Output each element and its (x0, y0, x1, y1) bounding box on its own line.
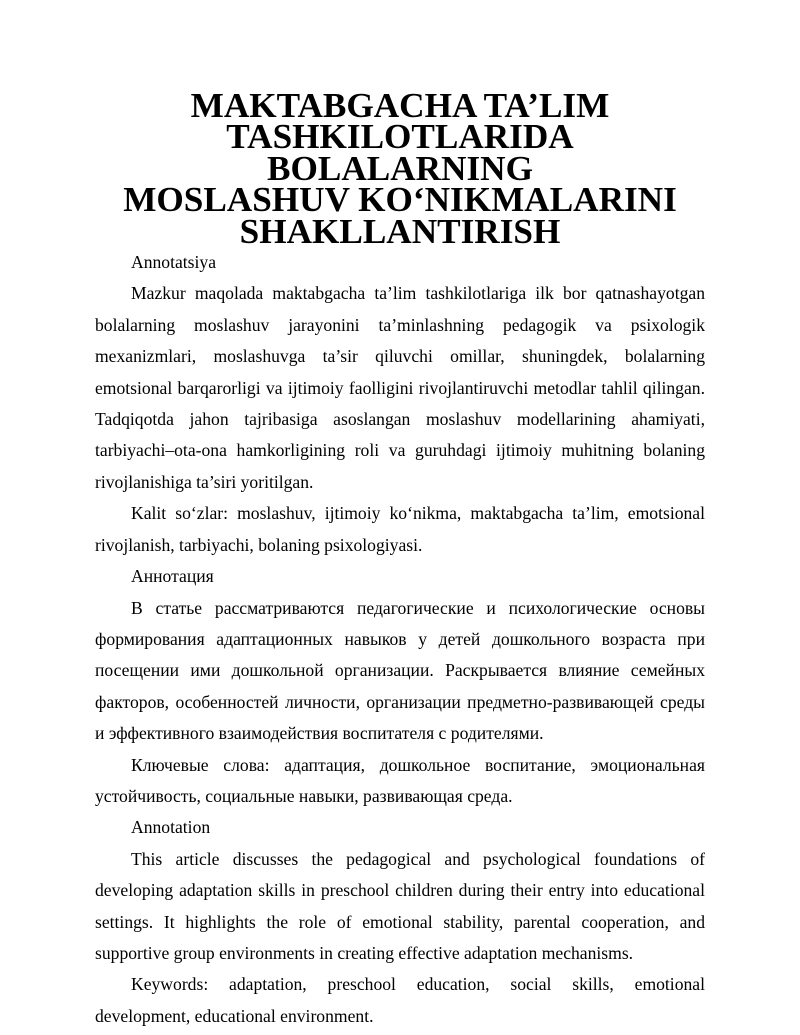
article-title-line-2: MOSLASHUV KO‘NIKMALARINI SHAKLLANTIRISH (123, 180, 677, 251)
document-page (95, 86, 705, 1032)
ru-abstract-heading: Аннотация (131, 566, 214, 587)
ru-keywords: Ключевые слова: адаптация, дошкольное воспитание, эмоциональная устойчивость, социальные навыки, развивающая среда. (95, 754, 705, 806)
en-abstract-heading: Annotation (131, 817, 211, 838)
en-abstract-text: This article discusses the pedagogical and psychological foundations of developing adaptation skills in preschool children during their entry into educational settings. It highlights the role of emotional stability, parental cooperation, and supportive group environments in creating effective adaptation mechanisms. (95, 848, 705, 963)
article-title-line-1: MAKTABGACHA TA’LIM TASHKILOTLARIDA BOLALARNING (190, 86, 610, 188)
ru-abstract-text: В статье рассматриваются педагогические и психологические основы формирования адаптационных навыков у детей дошкольного возраста при посещении ими дошкольной организации. Раскрывается влияние семейных факторов, особенностей личности, организации предметно-развивающей среды и эффективного взаимодействия воспитателя с родителями. (95, 597, 705, 744)
uz-keywords: Kalit so‘zlar: moslashuv, ijtimoiy ko‘nikma, maktabgacha ta’lim, emotsional rivojlanish, tarbiyachi, bolaning psixologiyasi. (95, 503, 705, 555)
uz-abstract-heading: Annotatsiya (131, 252, 217, 273)
en-keywords: Keywords: adaptation, preschool education, social skills, emotional development, educational environment. (95, 974, 705, 1026)
uz-abstract-text: Mazkur maqolada maktabgacha ta’lim tashkilotlariga ilk bor qatnashayotgan bolalarning moslashuv jarayonini ta’minlashning pedagogik va psixologik mexanizmlari, moslashuvga ta’sir qiluvchi omillar, shuningdek, bolalarning emotsional barqarorligi va ijtimoiy faolligini rivojlantiruvchi metodlar tahlil qilingan. Tadqiqotda jahon tajribasiga asoslangan moslashuv modellarining ahamiyati, tarbiyachi–ota-ona hamkorligining roli va guruhdagi ijtimoiy muhitning bolaning rivojlanishiga ta’siri yoritilgan. (95, 283, 705, 492)
article-title (95, 86, 705, 251)
